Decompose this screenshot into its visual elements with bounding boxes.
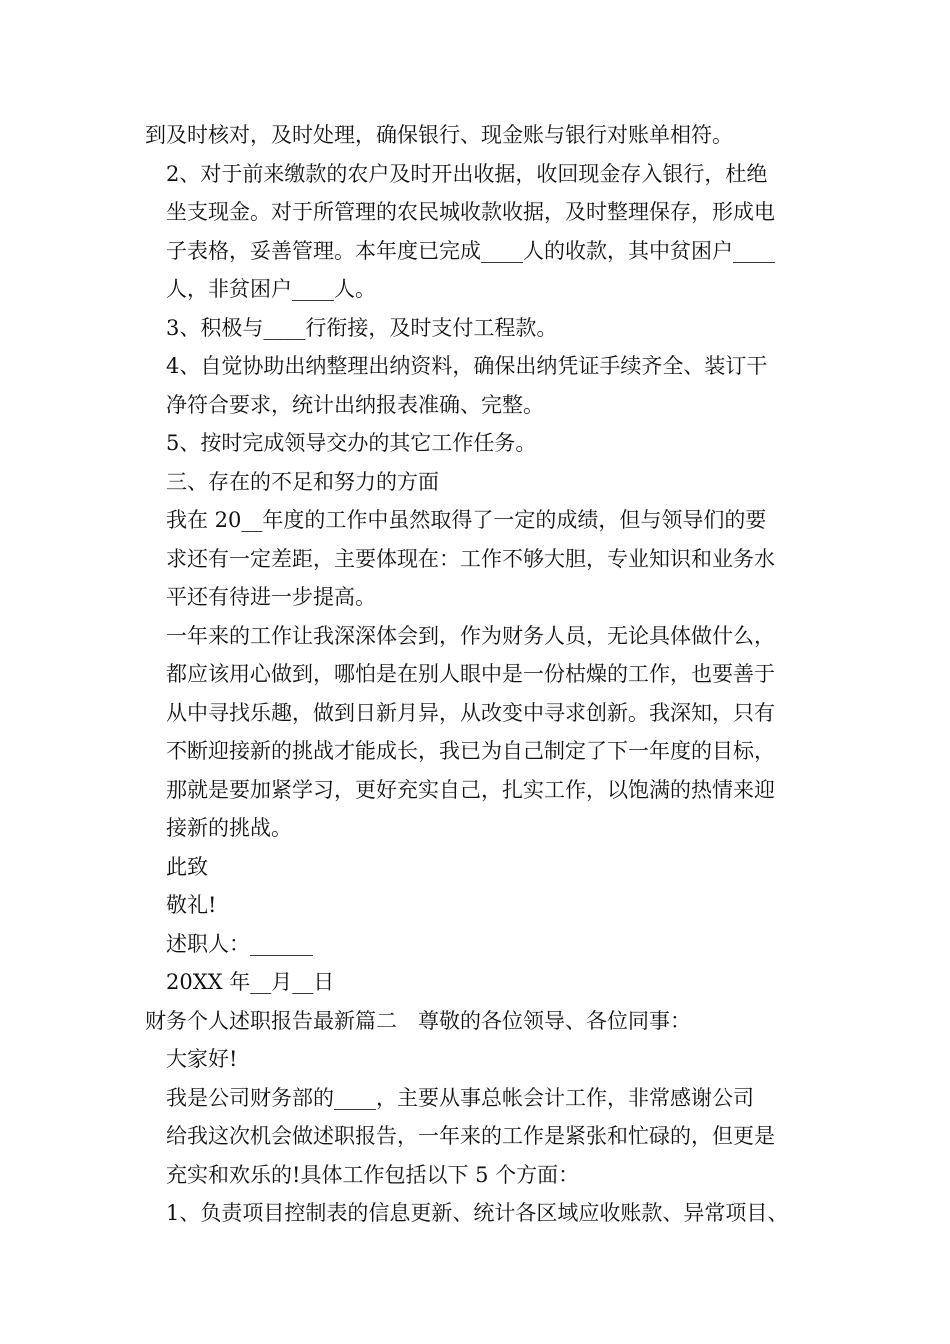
paragraph [145, 155, 835, 309]
paragraph [145, 424, 835, 463]
text-line: 子表格，妥善管理。本年度已完成____人的收款，其中贫困户____ [166, 238, 775, 263]
text-line: 大家好! [166, 1047, 238, 1071]
text-line: 给我这次机会做述职报告，一年来的工作是紧张和忙碌的，但更是 [166, 1124, 775, 1148]
text-line: 3、积极与____行衔接，及时支付工程款。 [166, 315, 558, 340]
text-line: 4、自觉协助出纳整理出纳资料，确保出纳凭证手续齐全、装订干 [166, 354, 768, 378]
text-line: 求还有一定差距，主要体现在：工作不够大胆，专业知识和业务水 [166, 546, 775, 571]
text-line: 我在 20__年度的工作中虽然取得了一定的成绩，但与领导们的要 [166, 508, 767, 532]
text-line: 2、对于前来缴款的农户及时开出收据，收回现金存入银行，杜绝 [166, 161, 768, 186]
text-line: 坐支现金。对于所管理的农民城收款收据，及时整理保存，形成电 [166, 200, 775, 224]
text-line: 一年来的工作让我深深体会到，作为财务人员，无论具体做什么， [166, 623, 775, 648]
paragraph [145, 925, 835, 964]
text-line: 平还有待进一步提高。 [166, 585, 376, 609]
text-line: 20XX 年__月__日 [166, 970, 335, 994]
text-line: 述职人：______ [166, 931, 313, 956]
text-line: 我是公司财务部的____，主要从事总帐会计工作，非常感谢公司 [166, 1085, 754, 1110]
text-line: 此致 [166, 854, 208, 879]
text-line: 那就是要加紧学习，更好充实自己，扎实工作，以饱满的热情来迎 [166, 777, 775, 802]
text-line: 接新的挑战。 [166, 816, 292, 840]
paragraph [145, 463, 835, 502]
text-line: 1、负责项目控制表的信息更新、统计各区域应收账款、异常项目、 [166, 1201, 789, 1225]
paragraph [145, 848, 835, 887]
paragraph [145, 886, 835, 925]
paragraph [145, 501, 835, 617]
paragraph [145, 116, 835, 155]
text-line: 不断迎接新的挑战才能成长，我已为自己制定了下一年度的目标， [166, 739, 775, 763]
paragraph [145, 1194, 835, 1233]
text-line: 敬礼! [166, 893, 217, 917]
text-line: 到及时核对，及时处理，确保银行、现金账与银行对账单相符。 [145, 123, 733, 147]
paragraph [145, 347, 835, 424]
document-body [145, 116, 835, 1233]
text-line: 财务个人述职报告最新篇二 尊敬的各位领导、各位同事： [145, 1008, 691, 1033]
text-line: 充实和欢乐的!具体工作包括以下 5 个方面： [166, 1162, 580, 1187]
text-line: 都应该用心做到，哪怕是在别人眼中是一份枯燥的工作，也要善于 [166, 662, 775, 686]
paragraph [145, 963, 835, 1002]
paragraph [145, 1079, 835, 1195]
paragraph [145, 309, 835, 348]
text-line: 净符合要求，统计出纳报表准确、完整。 [166, 392, 544, 417]
paragraph [145, 617, 835, 848]
paragraph [145, 1002, 835, 1041]
paragraph [145, 1040, 835, 1079]
text-line: 人，非贫困户____人。 [166, 277, 376, 301]
text-line: 从中寻找乐趣，做到日新月异，从改变中寻求创新。我深知，只有 [166, 700, 775, 725]
text-line: 5、按时完成领导交办的其它工作任务。 [166, 431, 537, 455]
text-line: 三、存在的不足和努力的方面 [166, 469, 439, 494]
